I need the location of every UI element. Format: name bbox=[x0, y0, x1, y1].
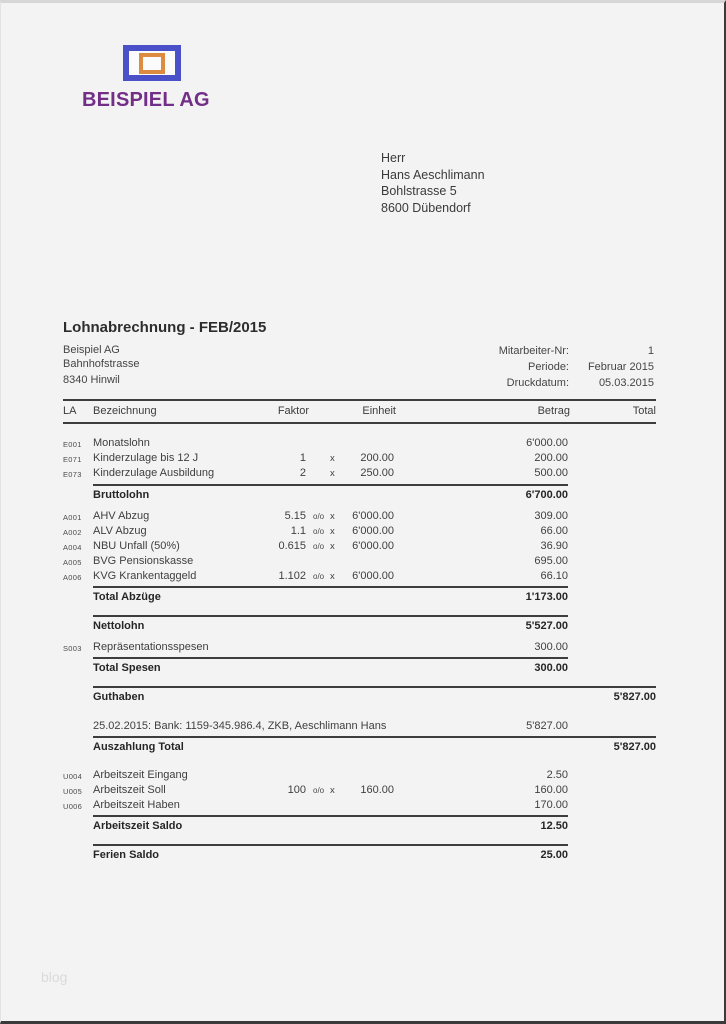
row-amount: 66.10 bbox=[540, 570, 568, 582]
row-factor bbox=[261, 590, 309, 605]
row-operator bbox=[309, 619, 341, 634]
row-description: Arbeitszeit Soll bbox=[93, 784, 166, 796]
row-unit bbox=[341, 661, 396, 676]
row-operator bbox=[309, 848, 341, 863]
row-code bbox=[63, 590, 93, 605]
row-amount: 300.00 bbox=[534, 662, 568, 674]
row-unit: 250.00 bbox=[360, 467, 394, 479]
row-amount: 6'000.00 bbox=[526, 437, 568, 449]
row-amount: 200.00 bbox=[534, 452, 568, 464]
section-divider-line bbox=[93, 736, 656, 738]
watermark-text: blog bbox=[41, 969, 68, 985]
meta-row-print-date bbox=[401, 375, 654, 391]
recipient-city: 8600 Dübendorf bbox=[381, 200, 471, 215]
row-code bbox=[63, 819, 93, 834]
header-la: LA bbox=[63, 405, 77, 417]
row-description: Arbeitszeit Eingang bbox=[93, 769, 188, 781]
table-row bbox=[63, 819, 656, 834]
row-op-times: x bbox=[330, 785, 335, 796]
row-total: 5'827.00 bbox=[613, 741, 656, 753]
row-description: Repräsentationsspesen bbox=[93, 641, 209, 653]
meta-label: Druckdatum: bbox=[506, 377, 569, 389]
row-code bbox=[63, 848, 93, 863]
row-factor bbox=[261, 719, 309, 734]
row-amount: 695.00 bbox=[534, 555, 568, 567]
row-op-times: x bbox=[330, 541, 335, 552]
row-unit: 6'000.00 bbox=[352, 570, 394, 582]
row-amount bbox=[396, 690, 570, 705]
row-operator bbox=[309, 719, 341, 734]
section-divider-line bbox=[93, 615, 568, 617]
meta-label: Mitarbeiter-Nr: bbox=[498, 345, 569, 357]
logo-inner-rectangle-icon bbox=[139, 53, 165, 74]
row-operator bbox=[309, 819, 341, 834]
row-description: KVG Krankentaggeld bbox=[93, 570, 197, 582]
row-unit: 160.00 bbox=[360, 784, 394, 796]
meta-value: 05.03.2015 bbox=[598, 377, 654, 389]
row-factor: 0.615 bbox=[278, 540, 306, 552]
row-unit: 200.00 bbox=[360, 452, 394, 464]
header-total: Total bbox=[632, 405, 656, 417]
row-description: Total Abzüge bbox=[93, 591, 161, 603]
row-factor bbox=[261, 819, 309, 834]
row-code bbox=[63, 488, 93, 503]
row-operator bbox=[309, 690, 341, 705]
row-op-percent: o/o bbox=[313, 572, 325, 581]
row-unit bbox=[341, 690, 396, 705]
row-amount: 6'700.00 bbox=[525, 489, 568, 501]
table-row bbox=[63, 509, 656, 524]
meta-row-period bbox=[401, 359, 654, 375]
row-unit bbox=[341, 640, 396, 657]
row-operator bbox=[309, 466, 341, 483]
section-divider-line bbox=[93, 484, 568, 486]
row-amount: 1'173.00 bbox=[525, 591, 568, 603]
section-divider-line bbox=[93, 686, 656, 688]
meta-value: 1 bbox=[647, 345, 654, 357]
row-amount bbox=[396, 740, 570, 755]
row-amount: 170.00 bbox=[534, 799, 568, 811]
row-description: Monatslohn bbox=[93, 437, 150, 449]
row-factor: 1 bbox=[299, 452, 306, 464]
row-code: E073 bbox=[63, 470, 82, 479]
table-row bbox=[63, 539, 656, 554]
table-row bbox=[63, 619, 656, 634]
row-operator bbox=[309, 798, 341, 815]
row-unit: 6'000.00 bbox=[352, 510, 394, 522]
meta-label: Periode: bbox=[528, 361, 569, 373]
row-factor bbox=[261, 848, 309, 863]
row-total bbox=[570, 848, 656, 863]
row-code bbox=[63, 719, 93, 734]
table-row bbox=[63, 740, 656, 755]
row-code: E001 bbox=[63, 440, 82, 449]
row-amount: 300.00 bbox=[534, 641, 568, 653]
row-description: Kinderzulage bis 12 J bbox=[93, 452, 199, 464]
employer-city: 8340 Hinwil bbox=[63, 374, 120, 386]
table-row bbox=[63, 848, 656, 863]
meta-value: Februar 2015 bbox=[587, 361, 654, 373]
row-code: A004 bbox=[63, 543, 82, 552]
row-code bbox=[63, 661, 93, 676]
row-code bbox=[63, 690, 93, 705]
payslip-meta-block bbox=[401, 343, 654, 391]
row-code: E071 bbox=[63, 455, 82, 464]
meta-row-employee-number bbox=[401, 343, 654, 359]
row-total bbox=[570, 466, 656, 483]
row-description: Auszahlung Total bbox=[93, 741, 184, 753]
recipient-street: Bohlstrasse 5 bbox=[381, 184, 457, 198]
employer-street: Bahnhofstrasse bbox=[63, 357, 140, 370]
row-factor bbox=[261, 740, 309, 755]
row-code: U006 bbox=[63, 802, 83, 811]
row-code: S003 bbox=[63, 644, 82, 653]
row-description: Total Spesen bbox=[93, 662, 161, 674]
row-code: A001 bbox=[63, 513, 82, 522]
row-op-percent: o/o bbox=[313, 542, 325, 551]
row-description: Bruttolohn bbox=[93, 489, 150, 501]
header-betrag: Betrag bbox=[537, 405, 570, 417]
row-unit bbox=[341, 798, 396, 815]
row-code bbox=[63, 740, 93, 755]
row-op-times: x bbox=[330, 571, 335, 582]
table-row bbox=[63, 690, 656, 705]
row-amount: 25.00 bbox=[540, 849, 568, 861]
row-amount: 160.00 bbox=[534, 784, 568, 796]
row-description: Nettolohn bbox=[93, 620, 145, 632]
row-operator bbox=[309, 488, 341, 503]
table-row bbox=[63, 590, 656, 605]
company-logo bbox=[123, 45, 181, 81]
row-total bbox=[570, 819, 656, 834]
row-amount: 5'827.00 bbox=[526, 720, 568, 732]
document-title: Lohnabrechnung - FEB/2015 bbox=[63, 319, 267, 336]
employer-name: Beispiel AG bbox=[63, 344, 120, 356]
row-description: NBU Unfall (50%) bbox=[93, 540, 180, 552]
row-amount: 36.90 bbox=[540, 540, 568, 552]
table-row bbox=[63, 640, 656, 655]
row-factor: 1.1 bbox=[290, 525, 306, 537]
header-spacer bbox=[309, 405, 341, 418]
table-row bbox=[63, 466, 656, 481]
header-bezeichnung: Bezeichnung bbox=[93, 405, 157, 417]
row-factor bbox=[261, 690, 309, 705]
table-row bbox=[63, 488, 656, 503]
table-row bbox=[63, 661, 656, 676]
row-operator bbox=[309, 661, 341, 676]
row-operator bbox=[309, 569, 341, 586]
recipient-salutation: Herr bbox=[381, 151, 406, 165]
row-amount: 66.00 bbox=[540, 525, 568, 537]
row-factor bbox=[261, 488, 309, 503]
table-row bbox=[63, 719, 656, 734]
row-factor bbox=[261, 661, 309, 676]
row-total bbox=[570, 798, 656, 815]
row-op-percent: o/o bbox=[313, 527, 325, 536]
salary-table bbox=[63, 399, 656, 863]
row-code: U004 bbox=[63, 772, 83, 781]
row-factor: 100 bbox=[287, 784, 306, 796]
section-divider-line bbox=[93, 815, 568, 817]
row-operator bbox=[309, 640, 341, 657]
row-unit bbox=[341, 819, 396, 834]
row-total bbox=[570, 640, 656, 657]
row-description: Arbeitszeit Haben bbox=[93, 799, 180, 811]
row-factor bbox=[261, 619, 309, 634]
row-factor bbox=[261, 640, 309, 657]
row-factor bbox=[261, 798, 309, 815]
row-op-times: x bbox=[330, 526, 335, 537]
row-op-times: x bbox=[330, 511, 335, 522]
table-row bbox=[63, 798, 656, 813]
row-amount: 309.00 bbox=[534, 510, 568, 522]
table-row bbox=[63, 451, 656, 466]
section-divider-line bbox=[93, 657, 568, 659]
row-total bbox=[570, 488, 656, 503]
section-divider-line bbox=[93, 844, 568, 846]
table-row bbox=[63, 783, 656, 798]
table-row bbox=[63, 569, 656, 584]
row-code: U005 bbox=[63, 787, 83, 796]
row-total: 5'827.00 bbox=[613, 691, 656, 703]
row-unit bbox=[341, 740, 396, 755]
row-amount: 5'527.00 bbox=[525, 620, 568, 632]
row-total bbox=[570, 590, 656, 605]
employer-address-block bbox=[63, 344, 139, 388]
row-code: A005 bbox=[63, 558, 82, 567]
row-operator bbox=[309, 590, 341, 605]
row-factor: 1.102 bbox=[278, 570, 306, 582]
table-row bbox=[63, 768, 656, 783]
row-factor: 2 bbox=[299, 467, 306, 479]
header-faktor: Faktor bbox=[277, 405, 309, 417]
company-logo-name: BEISPIEL AG bbox=[82, 89, 210, 111]
salary-table-body bbox=[63, 436, 656, 863]
row-unit: 6'000.00 bbox=[352, 540, 394, 552]
table-row bbox=[63, 524, 656, 539]
row-description: 25.02.2015: Bank: 1159-345.986.4, ZKB, Aeschlimann Hans bbox=[93, 720, 387, 732]
row-description: Kinderzulage Ausbildung bbox=[93, 467, 215, 479]
table-row bbox=[63, 436, 656, 451]
row-code: A002 bbox=[63, 528, 82, 537]
recipient-name: Hans Aeschlimann bbox=[381, 167, 485, 182]
row-unit bbox=[341, 590, 396, 605]
salary-table-header bbox=[63, 399, 656, 424]
row-total bbox=[570, 619, 656, 634]
row-operator bbox=[309, 740, 341, 755]
row-description: Arbeitszeit Saldo bbox=[93, 820, 183, 832]
row-description: ALV Abzug bbox=[93, 525, 147, 537]
row-amount: 2.50 bbox=[546, 769, 568, 781]
row-factor: 5.15 bbox=[284, 510, 306, 522]
row-description: Guthaben bbox=[93, 691, 145, 703]
row-unit: 6'000.00 bbox=[352, 525, 394, 537]
row-op-percent: o/o bbox=[313, 512, 325, 521]
row-total bbox=[570, 719, 656, 734]
row-op-times: x bbox=[330, 468, 335, 479]
row-op-times: x bbox=[330, 453, 335, 464]
table-row bbox=[63, 554, 656, 569]
recipient-address-block bbox=[381, 150, 485, 216]
section-divider-line bbox=[93, 586, 568, 588]
row-amount: 12.50 bbox=[540, 820, 568, 832]
row-total bbox=[570, 569, 656, 586]
row-unit bbox=[341, 488, 396, 503]
row-total bbox=[570, 661, 656, 676]
row-description: Ferien Saldo bbox=[93, 849, 160, 861]
row-code: A006 bbox=[63, 573, 82, 582]
row-code bbox=[63, 619, 93, 634]
row-unit bbox=[341, 719, 396, 734]
row-description: AHV Abzug bbox=[93, 510, 150, 522]
row-description: BVG Pensionskasse bbox=[93, 555, 194, 567]
row-unit bbox=[341, 619, 396, 634]
row-amount: 500.00 bbox=[534, 467, 568, 479]
row-unit bbox=[341, 848, 396, 863]
row-op-percent: o/o bbox=[313, 786, 325, 795]
header-einheit: Einheit bbox=[362, 405, 396, 417]
